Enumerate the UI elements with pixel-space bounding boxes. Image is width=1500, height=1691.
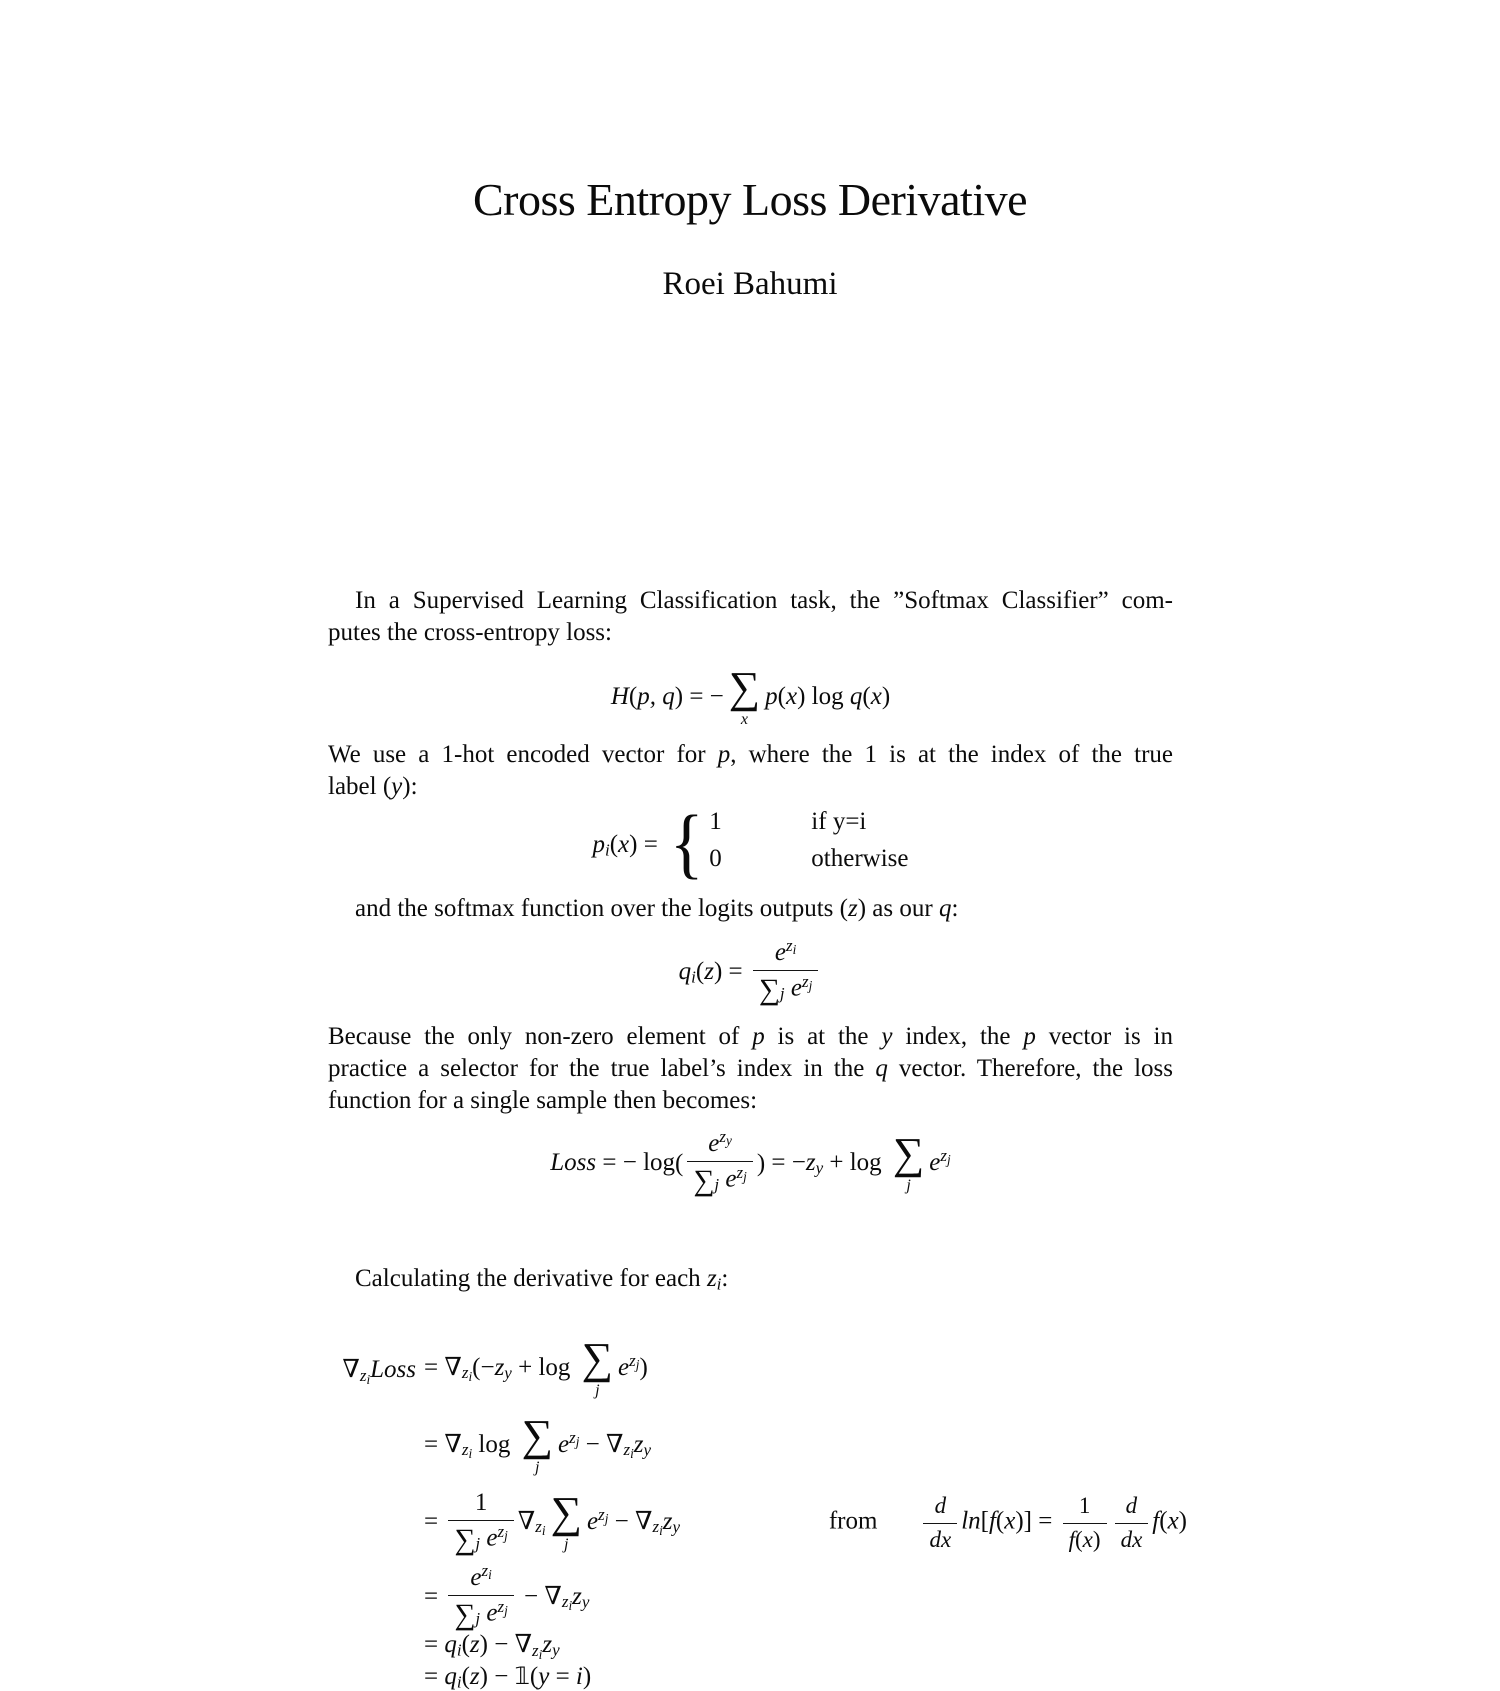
derivation-rhs: = $q_i(z)$ − 𝟙(y = i) <box>424 1661 592 1691</box>
equation-softmax <box>328 931 1173 1015</box>
equation-softmax-content: $q_i(z)$ = $e^{z_i}$ $\sum_j$ $e^{z_j}$ <box>679 940 823 1006</box>
derivation-rhs: = $e^{z_i}$ $\sum_j$ $e^{z_j}$ − $\nabla_{z_i}z_y$ <box>424 1561 590 1632</box>
paragraph-3-line-1: and the softmax function over the logits outputs (z) as our q: <box>355 895 959 922</box>
cases-rows <box>709 808 908 882</box>
derivation-side-note: from $\frac{d}{dx}$ ln[f(x)] = $\frac{1}{f(x)}$ $\frac{d}{dx}$ f(x) <box>828 1493 1187 1552</box>
paragraph-4-line-3: function for a single sample then becomes: <box>328 1087 758 1114</box>
paragraph-2-line-2: label (y): <box>328 773 418 800</box>
derivation-rhs: = $\nabla_{z_i}$ log ∑ j $e^{z_j} - \nabla_{z_i}z_y$ <box>424 1410 652 1477</box>
equation-loss <box>328 1125 1173 1203</box>
paragraph-2-line-1: We use a 1-hot encoded vector for p, where the 1 is at the index of the true <box>328 741 1173 768</box>
paragraph-4-line-1: Because the only non-zero element of p is at the y index, the p vector is in <box>328 1023 1173 1050</box>
cases-condition: if y=i <box>811 808 867 835</box>
equation-one-hot-cases: $p_i(x)$ = { 1 if y=i 0 otherwise <box>592 799 909 886</box>
paragraph-1-line-1: In a Supervised Learning Classification task, the ”Softmax Classifier” com- <box>355 587 1173 614</box>
cases-row <box>709 845 908 882</box>
equation-cross-entropy <box>328 659 1173 737</box>
paragraph-1-line-2: putes the cross-entropy loss: <box>328 619 612 646</box>
cases-value: 0 <box>709 845 722 872</box>
equation-loss-content: Loss = − log( $e^{z_y}$ $\sum_j$ $e^{z_j}$ ) = $-z_y + \log$ ∑ j $e^{z_j}$ <box>550 1127 951 1198</box>
paragraph-5-line-1: Calculating the derivative for each $z_i$: <box>355 1265 729 1294</box>
body-column <box>328 176 1187 1691</box>
derivation-rhs: = $\nabla_{z_i}(-z_y + \log$ ∑ j $e^{z_j}$) <box>424 1333 648 1400</box>
derivation-rhs: = $q_i(z) - \nabla_{z_i}z_y$ <box>424 1631 560 1662</box>
derivation-line-1 <box>328 1335 1173 1403</box>
derivation-line-5 <box>328 1631 1173 1662</box>
cases-row <box>709 808 908 845</box>
derivation-line-2 <box>328 1410 1173 1479</box>
derivation-line-3 <box>328 1481 1187 1565</box>
derivation-line-6-cutoff <box>328 1661 1173 1691</box>
cases-condition: otherwise <box>811 845 909 872</box>
derivation-lhs: $\nabla_{z_i}Loss$ <box>342 1356 416 1387</box>
equation-cross-entropy-content: H(p, q) = − ∑ x p(x) log q(x) <box>610 662 891 729</box>
derivation-rhs: = 1 $\sum_j$ $e^{z_j}$ $\nabla_{z_i}$ ∑ j $e^{z_j} - \nabla_{z_i}z_y$ <box>424 1487 681 1557</box>
paragraph-4-line-2: practice a selector for the true label’s index in the q vector. Therefore, the loss <box>328 1055 1173 1082</box>
page-title: Cross Entropy Loss Derivative <box>472 174 1028 225</box>
cases-lhs: $p_i(x)$ = <box>592 831 658 860</box>
cases-value: 1 <box>709 808 722 835</box>
author: Roei Bahumi <box>662 266 838 303</box>
document-page <box>0 174 1500 1691</box>
derivation-line-4 <box>328 1561 1173 1632</box>
